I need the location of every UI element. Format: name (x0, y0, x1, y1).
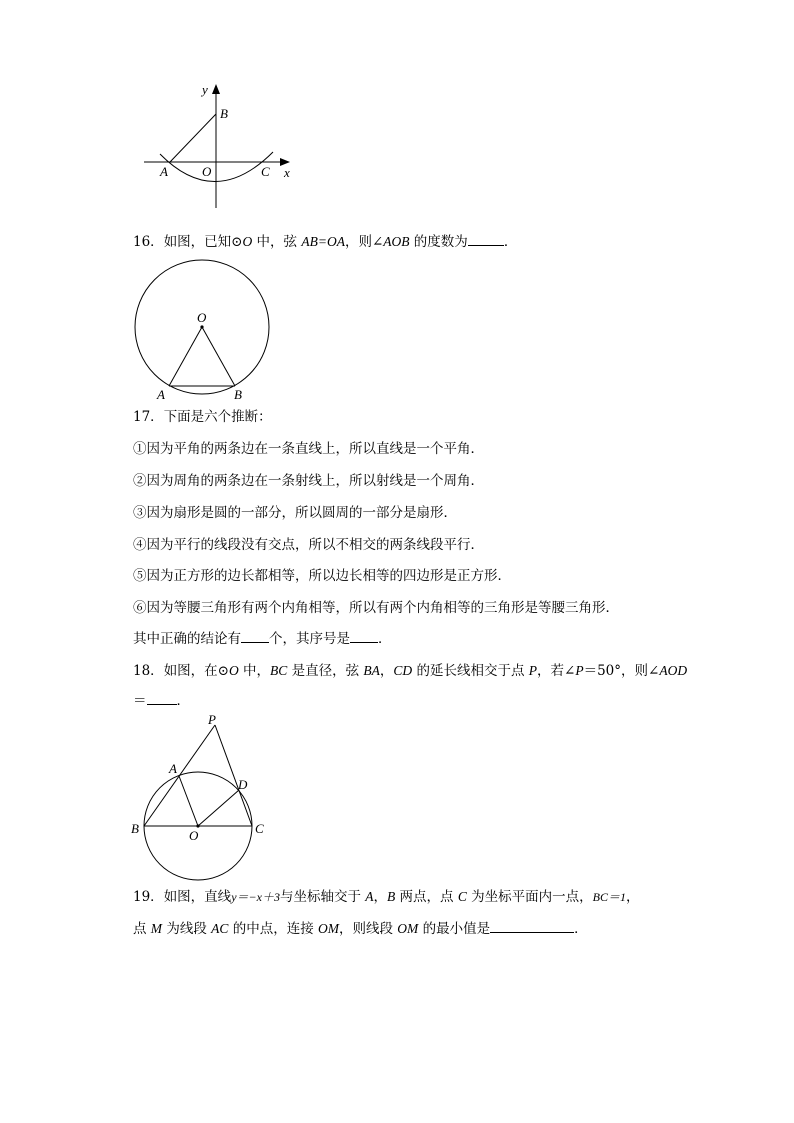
q18-text-f: ＝50°，则∠ (583, 663, 660, 679)
q18-bc: BC (270, 663, 288, 678)
question-17-conclusion (133, 630, 392, 648)
label-d: D (238, 777, 248, 792)
question-19-line2 (133, 920, 588, 938)
q18-text-d: 的延长线相交于点 (412, 663, 529, 679)
q16-text-a: 如图，已知⊙ (163, 234, 243, 250)
label-b: B (234, 387, 242, 402)
q18-comma: ， (379, 663, 394, 679)
q17-item: ①因为平角的两条边在一条直线上，所以直线是一个平角． (133, 441, 484, 457)
q16-text-d: 的度数为 (409, 234, 468, 250)
q17-item: ③因为扇形是圆的一部分，所以圆周的一部分是扇形． (133, 505, 457, 521)
q18-equals: ＝ (133, 693, 147, 709)
q16-text-b: 中，弦 (252, 234, 302, 250)
q17-item: ⑥因为等腰三角形有两个内角相等，所以有两个内角相等的三角形是等腰三角形． (133, 600, 619, 616)
q19-bc: BC＝1 (592, 890, 626, 904)
segment-oa (179, 776, 198, 826)
q18-text-a: 如图，在⊙ (163, 663, 229, 679)
q19-a: A (365, 889, 374, 904)
q17-conclusion-end: ． (378, 631, 392, 647)
q19-om-2: OM (397, 921, 419, 936)
q19-line2-a: 点 (133, 921, 151, 937)
q19-number: 19． (133, 889, 164, 905)
label-a: A (160, 164, 168, 179)
q18-text-e: ，若∠ (537, 663, 576, 679)
q19-b: B (387, 889, 396, 904)
q18-circle-o: O (229, 663, 239, 678)
q16-expr: AB=OA (301, 234, 345, 249)
label-b: B (131, 821, 139, 836)
q17-item: ②因为周角的两条边在一条射线上，所以射线是一个周角． (133, 473, 484, 489)
q17-item: ⑤因为正方形的边长都相等，所以边长相等的四边形是正方形． (133, 568, 511, 584)
q19-text-c: 两点，点 (395, 889, 458, 905)
q19-text-b: 与坐标轴交于 (279, 889, 366, 905)
segment-ab (170, 114, 216, 162)
q18-ba: BA (363, 663, 380, 678)
q19-answer-blank[interactable] (490, 920, 574, 933)
q18-text-c: 是直径，弦 (287, 663, 364, 679)
q18-end: ． (176, 693, 190, 709)
q16-angle: AOB (383, 234, 410, 249)
q17-conclusion-b: 个，其序号是 (269, 631, 350, 647)
label-b: B (220, 106, 228, 121)
q18-number: 18． (133, 663, 164, 679)
label-a: A (157, 387, 165, 402)
q19-line2-d: ，则线段 (339, 921, 398, 937)
q16-end: ． (503, 234, 518, 250)
label-o: O (189, 828, 199, 843)
question-19-line1 (133, 888, 640, 906)
q19-comma: ， (373, 889, 387, 905)
q19-end: ． (574, 921, 588, 937)
q18-aod: AOD (659, 663, 688, 678)
q19-line2-c: 的中点，连接 (228, 921, 318, 937)
q19-m: M (150, 921, 163, 936)
question-16 (133, 233, 517, 251)
q19-text-a: 如图，直线 (163, 889, 232, 905)
q17-count-blank[interactable] (241, 630, 269, 643)
q17-intro: 下面是六个推断： (163, 409, 272, 425)
label-a: A (169, 761, 177, 776)
label-x: x (284, 165, 290, 180)
q19-om: OM (318, 921, 339, 936)
segment-od (198, 790, 239, 826)
q16-answer-blank[interactable] (468, 233, 504, 246)
question-18-line1 (133, 662, 687, 680)
q18-text-b: 中， (238, 663, 271, 679)
label-c: C (261, 164, 270, 179)
question-18-line2 (133, 692, 190, 710)
circle-secant-figure (128, 712, 278, 882)
q19-ac: AC (211, 921, 229, 936)
y-axis-arrow (212, 84, 220, 94)
q19-text-d: 为坐标平面内一点， (466, 889, 593, 905)
segment-ob (202, 327, 235, 386)
q16-circle-o: O (242, 234, 253, 249)
circle-chord-figure (128, 258, 278, 403)
q17-sequence-blank[interactable] (350, 630, 378, 643)
label-o: O (197, 310, 207, 325)
q18-p-angle: P (575, 663, 584, 678)
secant-cp (215, 725, 252, 826)
q17-conclusion-a: 其中正确的结论有 (133, 631, 241, 647)
q16-text-c: ，则∠ (344, 234, 384, 250)
q19-equation: y＝−x＋3 (231, 890, 280, 904)
coordinate-parabola-figure (140, 80, 300, 215)
segment-oa (169, 327, 202, 386)
q17-number: 17． (133, 409, 164, 425)
q16-number: 16． (133, 234, 164, 250)
secant-bp (144, 725, 215, 826)
label-c: C (255, 821, 264, 836)
q19-end1: ， (626, 889, 640, 905)
q17-item: ④因为平行的线段没有交点，所以不相交的两条线段平行． (133, 537, 484, 553)
center-point (200, 325, 203, 328)
question-17-intro (133, 408, 272, 426)
label-o: O (202, 164, 212, 179)
label-p: P (208, 712, 216, 727)
q18-cd: CD (393, 663, 413, 678)
q18-p: P (528, 663, 538, 678)
q18-answer-blank[interactable] (147, 692, 177, 705)
q19-c: C (457, 889, 467, 904)
q19-line2-e: 的最小值是 (418, 921, 491, 937)
q19-line2-b: 为线段 (162, 921, 212, 937)
label-y: y (202, 82, 208, 97)
